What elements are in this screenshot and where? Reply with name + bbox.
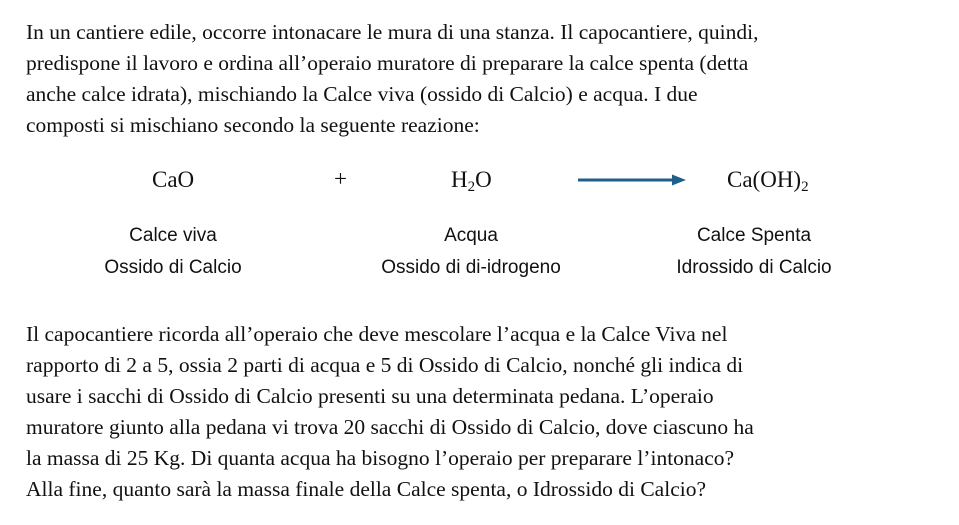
intro-line: predispone il lavoro e ordina all’operaio muratore di preparare la calce spenta (detta	[26, 51, 749, 75]
intro-line: composti si mischiano secondo la seguente reazione:	[26, 113, 480, 137]
formula-calcium-oxide	[152, 166, 194, 194]
plus-sign: +	[334, 166, 347, 191]
problem-line: muratore giunto alla pedana vi trova 20 sacchi di Ossido di Calcio, dove ciascuno ha	[26, 415, 754, 439]
problem-line: usare i sacchi di Ossido di Calcio presenti su una determinata pedana. L’operaio	[26, 384, 714, 408]
label-calce-spenta: Calce Spenta	[696, 225, 812, 246]
intro-line: anche calce idrata), mischiando la Calce viva (ossido di Calcio) e acqua. I due	[26, 82, 698, 106]
formula-text: H	[451, 167, 468, 192]
reaction-arrow-icon	[578, 172, 686, 188]
intro-line: In un cantiere edile, occorre intonacare le mura di una stanza. Il capocantiere, quindi,	[26, 20, 759, 44]
formula-text: CaO	[152, 167, 195, 192]
formula-subscript: 2	[801, 179, 809, 195]
formula-text: Ca(OH)	[727, 167, 802, 192]
label-ossido-di-di-idrogeno: Ossido di di-idrogeno	[381, 257, 561, 278]
intro-paragraph	[26, 17, 941, 141]
formula-text: O	[475, 167, 492, 192]
formula-calcium-hydroxide	[727, 166, 809, 194]
problem-line: Alla fine, quanto sarà la massa finale della Calce spenta, o Idrossido di Calcio?	[26, 477, 707, 501]
formula-subscript: 2	[467, 179, 476, 195]
label-acqua: Acqua	[444, 225, 498, 246]
problem-line: rapporto di 2 a 5, ossia 2 parti di acqua e 5 di Ossido di Calcio, nonché gli indica di	[26, 353, 744, 377]
problem-line: Il capocantiere ricorda all’operaio che deve mescolare l’acqua e la Calce Viva nel	[26, 322, 728, 346]
label-idrossido-di-calcio: Idrossido di Calcio	[676, 257, 832, 278]
problem-line: la massa di 25 Kg. Di quanta acqua ha bisogno l’operaio per preparare l’intonaco?	[26, 446, 735, 470]
label-ossido-di-calcio: Ossido di Calcio	[104, 257, 242, 278]
formula-water	[451, 166, 492, 194]
problem-paragraph	[26, 319, 941, 505]
label-calce-viva: Calce viva	[129, 225, 217, 246]
